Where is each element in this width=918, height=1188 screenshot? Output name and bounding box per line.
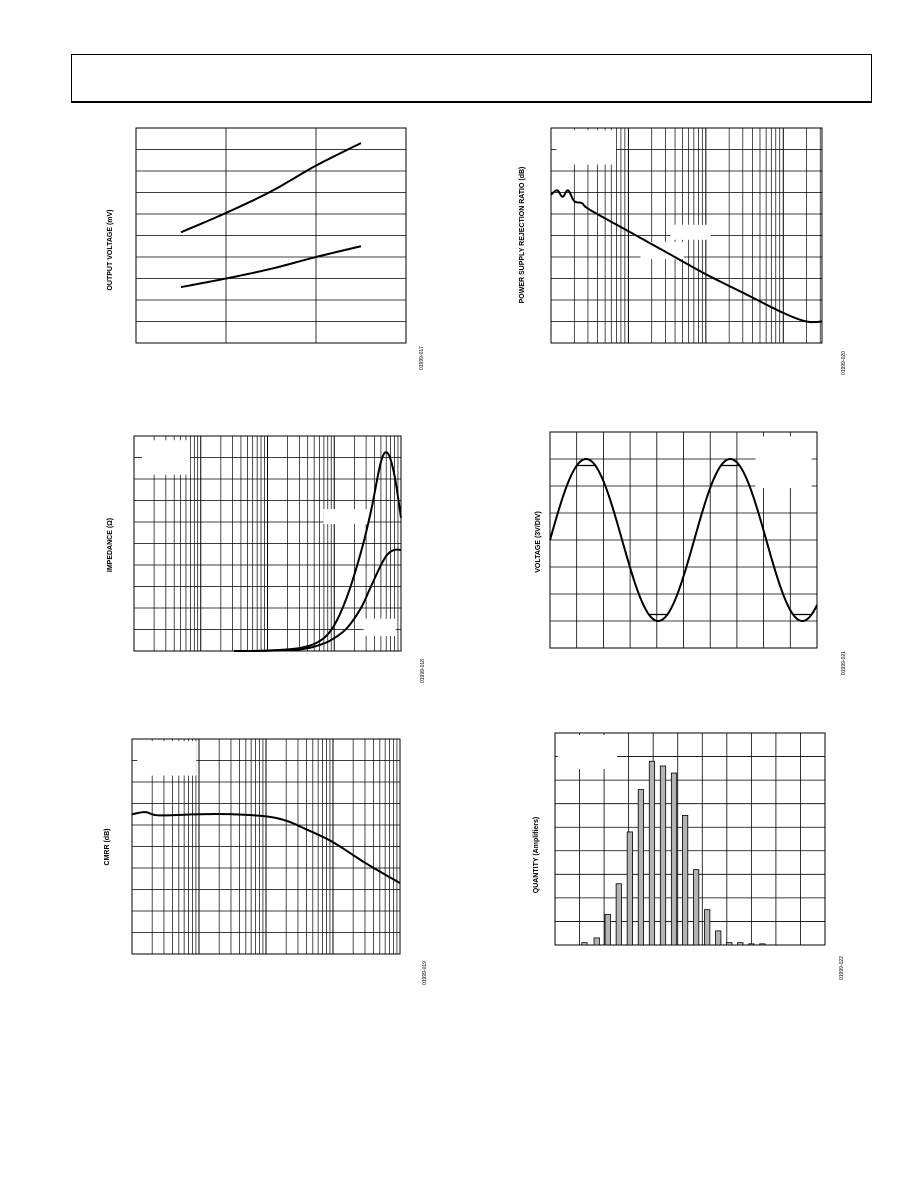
quantity-bar-1 xyxy=(594,938,599,945)
chart-quantity-ylabel: QUANTITY (Amplifiers) xyxy=(533,816,540,894)
chart-cmrr-ylabel: CMRR (dB) xyxy=(104,828,111,866)
psrr-series-0 xyxy=(551,190,822,322)
chart-psrr-fig-code: 01999-020 xyxy=(841,351,847,375)
chart-impedance-fig-code: 01999-018 xyxy=(420,659,426,683)
cmrr-legend-box xyxy=(137,741,196,775)
chart-quantity-histogram xyxy=(510,725,860,985)
chart-quantity-fig-code: 01999-022 xyxy=(839,956,845,980)
chart-output-voltage xyxy=(90,120,430,380)
quantity-bar-10 xyxy=(693,870,698,945)
chart-output-voltage-fig-code: 01999-017 xyxy=(419,346,425,370)
chart-voltage-waveform-ylabel: VOLTAGE (3V/DIV) xyxy=(535,511,542,573)
quantity-bar-3 xyxy=(616,884,621,945)
quantity-bar-2 xyxy=(605,914,610,945)
quantity-bar-15 xyxy=(749,944,754,945)
chart-psrr-ylabel: POWER SUPPLY REJECTION RATIO (dB) xyxy=(519,166,526,304)
page-header-box xyxy=(71,54,872,103)
chart-psrr xyxy=(510,120,860,380)
quantity-bar-5 xyxy=(638,790,643,945)
quantity-bar-8 xyxy=(671,773,676,945)
quantity-bar-12 xyxy=(716,931,721,945)
chart-output-voltage-ylabel: OUTPUT VOLTAGE (mV) xyxy=(107,209,114,291)
quantity-bar-4 xyxy=(627,832,632,945)
output_voltage-series-0 xyxy=(181,143,361,232)
quantity-bar-6 xyxy=(649,761,654,945)
impedance-legend-box xyxy=(324,509,369,524)
psrr-legend-box xyxy=(670,225,711,240)
quantity-bar-11 xyxy=(704,910,709,945)
quantity-bar-7 xyxy=(660,766,665,945)
impedance-legend-box xyxy=(142,440,190,474)
quantity-bar-0 xyxy=(582,943,587,945)
chart-impedance-ylabel: IMPEDANCE (Ω) xyxy=(107,517,114,573)
psrr-legend-box xyxy=(556,130,616,164)
impedance-legend-box xyxy=(364,619,396,636)
quantity-bar-16 xyxy=(760,944,765,945)
chart-cmrr-fig-code: 01999-019 xyxy=(422,961,428,985)
chart-impedance xyxy=(90,428,430,688)
quantity-legend-box xyxy=(558,735,617,769)
output_voltage-series-1 xyxy=(181,246,361,287)
chart-voltage-waveform xyxy=(510,425,860,685)
chart-cmrr xyxy=(90,730,430,990)
quantity-bar-14 xyxy=(738,943,743,945)
quantity-bar-13 xyxy=(727,943,732,945)
quantity-bar-9 xyxy=(682,815,687,945)
chart-voltage-waveform-fig-code: 01999-021 xyxy=(841,651,847,675)
voltage_wave-legend-box xyxy=(756,436,812,488)
